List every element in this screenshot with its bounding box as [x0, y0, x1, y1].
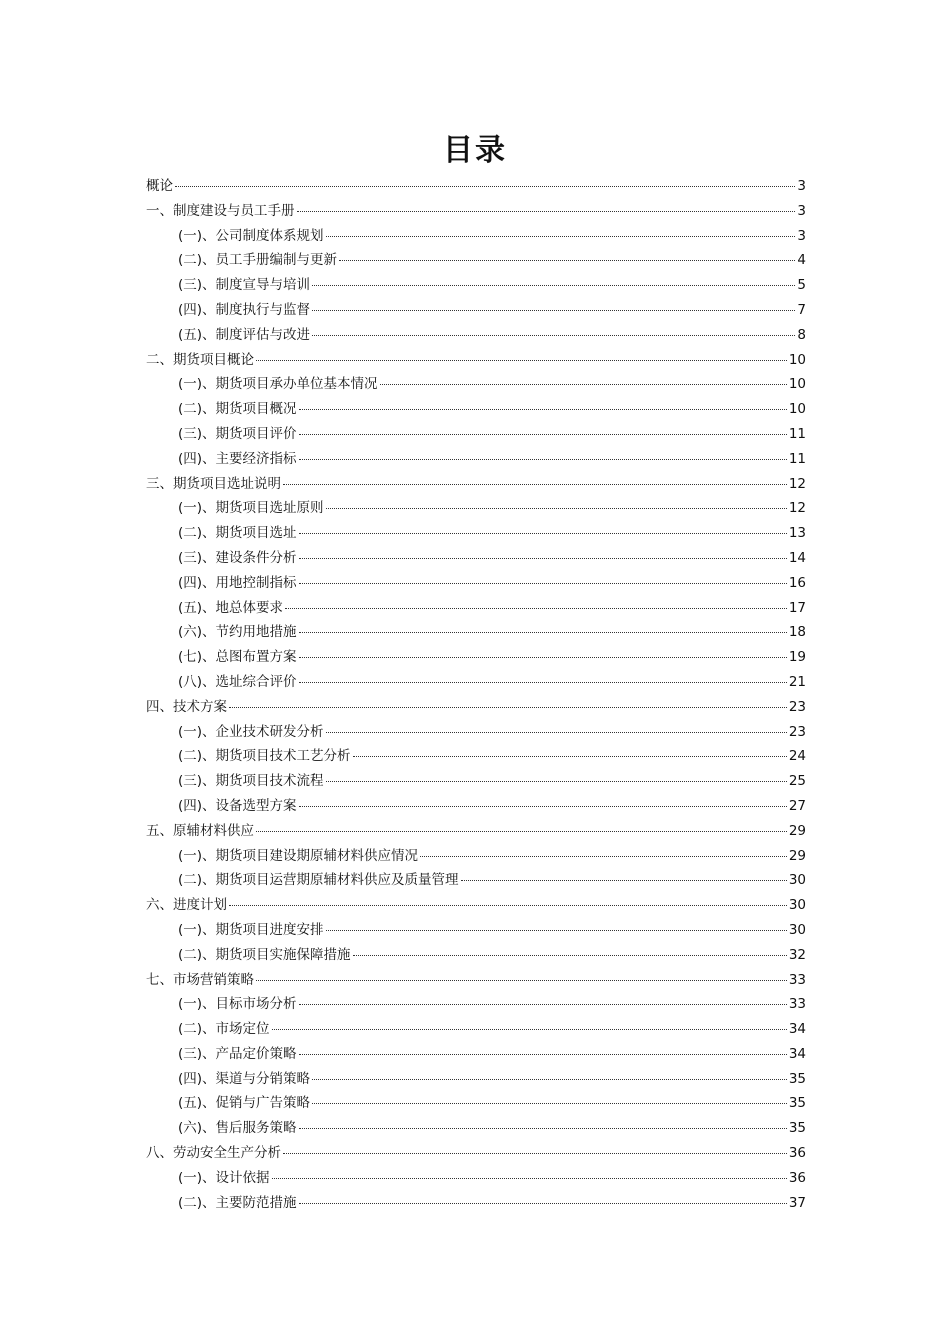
toc-entry-label: (二)、期货项目实施保障措施: [178, 946, 351, 963]
toc-dot-leader: [312, 335, 795, 336]
toc-entry-label: (二)、期货项目技术工艺分析: [178, 748, 351, 765]
toc-entry-label: (一)、公司制度体系规划: [178, 227, 324, 244]
toc-dot-leader: [326, 508, 787, 509]
toc-entry[interactable]: [146, 1166, 806, 1191]
toc-entry[interactable]: [146, 1091, 806, 1116]
toc-entry-label: 一、制度建设与员工手册: [146, 202, 295, 219]
toc-entry-page-number: 30: [788, 872, 806, 889]
toc-entry[interactable]: [146, 397, 806, 422]
toc-entry-page-number: 16: [788, 574, 806, 591]
toc-dot-leader: [312, 285, 795, 286]
toc-entry-page-number: 8: [797, 326, 806, 343]
toc-entry-page-number: 7: [797, 301, 806, 318]
toc-entry-page-number: 37: [788, 1194, 806, 1211]
toc-entry-label: (三)、制度宣导与培训: [178, 277, 311, 294]
toc-dot-leader: [420, 856, 787, 857]
toc-dot-leader: [326, 930, 787, 931]
toc-entry-label: (三)、建设条件分析: [178, 549, 297, 566]
toc-entry-label: (一)、设计依据: [178, 1169, 270, 1186]
toc-entry-page-number: 23: [788, 698, 806, 715]
toc-entry[interactable]: [146, 348, 806, 373]
toc-entry-page-number: 33: [788, 996, 806, 1013]
toc-dot-leader: [229, 905, 787, 906]
toc-entry-label: 二、期货项目概论: [146, 351, 254, 368]
toc-entry[interactable]: [146, 174, 806, 199]
toc-entry[interactable]: [146, 248, 806, 273]
toc-dot-leader: [299, 434, 787, 435]
toc-entry-label: 五、原辅材料供应: [146, 822, 254, 839]
toc-entry-page-number: 17: [788, 599, 806, 616]
toc-dot-leader: [299, 806, 787, 807]
toc-entry[interactable]: [146, 992, 806, 1017]
toc-entry-label: (一)、期货项目承办单位基本情况: [178, 376, 378, 393]
toc-entry-page-number: 30: [788, 897, 806, 914]
toc-entry-label: (七)、总图布置方案: [178, 649, 297, 666]
toc-dot-leader: [285, 608, 787, 609]
toc-entry[interactable]: [146, 645, 806, 670]
toc-entry-page-number: 13: [788, 525, 806, 542]
toc-dot-leader: [299, 682, 787, 683]
toc-entry-label: (二)、期货项目概况: [178, 401, 297, 418]
toc-entry-page-number: 24: [788, 748, 806, 765]
toc-entry-page-number: 10: [788, 376, 806, 393]
toc-entry[interactable]: [146, 521, 806, 546]
toc-entry-label: (四)、制度执行与监督: [178, 301, 311, 318]
toc-entry[interactable]: [146, 447, 806, 472]
toc-entry-label: (四)、主要经济指标: [178, 450, 297, 467]
toc-entry[interactable]: [146, 1191, 806, 1216]
toc-entry-label: (五)、地总体要求: [178, 599, 284, 616]
toc-dot-leader: [256, 980, 787, 981]
toc-dot-leader: [299, 583, 787, 584]
toc-dot-leader: [175, 186, 795, 187]
toc-dot-leader: [353, 756, 787, 757]
toc-dot-leader: [299, 657, 787, 658]
toc-entry[interactable]: [146, 273, 806, 298]
toc-title: 目录: [443, 133, 507, 168]
toc-entry-page-number: 10: [788, 401, 806, 418]
toc-dot-leader: [256, 360, 787, 361]
toc-entry-label: (二)、员工手册编制与更新: [178, 252, 338, 269]
toc-entry[interactable]: [146, 472, 806, 497]
toc-dot-leader: [312, 310, 795, 311]
toc-dot-leader: [299, 558, 787, 559]
toc-entry[interactable]: [146, 422, 806, 447]
toc-entry-page-number: 27: [788, 797, 806, 814]
toc-entry[interactable]: [146, 596, 806, 621]
toc-entry-label: (五)、促销与广告策略: [178, 1095, 311, 1112]
toc-entry-page-number: 34: [788, 1021, 806, 1038]
toc-entry[interactable]: [146, 496, 806, 521]
toc-dot-leader: [326, 732, 787, 733]
toc-entry-label: (八)、选址综合评价: [178, 673, 297, 690]
toc-entry[interactable]: [146, 744, 806, 769]
toc-entry[interactable]: [146, 1067, 806, 1092]
toc-entry-label: (一)、企业技术研发分析: [178, 723, 324, 740]
toc-dot-leader: [283, 484, 787, 485]
toc-dot-leader: [353, 955, 787, 956]
toc-entry-label: 概论: [146, 178, 173, 194]
toc-entry-page-number: 23: [788, 723, 806, 740]
toc-dot-leader: [299, 459, 787, 460]
toc-dot-leader: [299, 1004, 787, 1005]
toc-dot-leader: [256, 831, 787, 832]
toc-entry-label: 六、进度计划: [146, 897, 227, 914]
toc-entry[interactable]: [146, 720, 806, 745]
toc-entry[interactable]: [146, 1017, 806, 1042]
toc-entry-page-number: 36: [788, 1169, 806, 1186]
toc-list: [146, 174, 806, 1215]
toc-dot-leader: [297, 211, 796, 212]
toc-entry-page-number: 35: [788, 1095, 806, 1112]
toc-entry-label: 八、劳动安全生产分析: [146, 1145, 281, 1162]
toc-entry[interactable]: [146, 1141, 806, 1166]
toc-dot-leader: [461, 880, 787, 881]
toc-entry-page-number: 4: [797, 252, 806, 269]
toc-entry-label: (一)、期货项目建设期原辅材料供应情况: [178, 847, 419, 864]
toc-entry[interactable]: [146, 571, 806, 596]
toc-entry-label: (三)、期货项目技术流程: [178, 773, 324, 790]
toc-entry-page-number: 36: [788, 1145, 806, 1162]
toc-entry-page-number: 21: [788, 673, 806, 690]
toc-entry[interactable]: [146, 298, 806, 323]
toc-entry-page-number: 3: [797, 202, 806, 219]
toc-entry-page-number: 29: [788, 847, 806, 864]
toc-entry-page-number: 3: [797, 178, 806, 194]
toc-entry-page-number: 18: [788, 624, 806, 641]
toc-dot-leader: [326, 781, 787, 782]
toc-entry[interactable]: [146, 819, 806, 844]
toc-entry[interactable]: [146, 968, 806, 993]
toc-entry-label: 四、技术方案: [146, 698, 227, 715]
toc-dot-leader: [312, 1103, 787, 1104]
toc-entry-label: (四)、用地控制指标: [178, 574, 297, 591]
toc-entry[interactable]: [146, 893, 806, 918]
toc-entry-page-number: 12: [788, 475, 806, 492]
toc-entry-page-number: 19: [788, 649, 806, 666]
toc-entry-page-number: 35: [788, 1120, 806, 1137]
toc-entry[interactable]: [146, 1042, 806, 1067]
toc-entry-label: (三)、产品定价策略: [178, 1045, 297, 1062]
toc-entry[interactable]: [146, 769, 806, 794]
toc-entry-page-number: 30: [788, 921, 806, 938]
toc-entry-page-number: 11: [788, 425, 806, 442]
toc-entry-label: (二)、主要防范措施: [178, 1194, 297, 1211]
toc-dot-leader: [299, 1203, 787, 1204]
toc-entry[interactable]: [146, 695, 806, 720]
toc-dot-leader: [299, 632, 787, 633]
toc-dot-leader: [299, 533, 787, 534]
toc-entry-page-number: 33: [788, 971, 806, 988]
toc-entry-page-number: 12: [788, 500, 806, 517]
toc-dot-leader: [326, 236, 796, 237]
toc-entry-label: (六)、节约用地措施: [178, 624, 297, 641]
toc-entry[interactable]: [146, 918, 806, 943]
toc-entry-label: (二)、期货项目选址: [178, 525, 297, 542]
toc-dot-leader: [312, 1079, 787, 1080]
toc-entry[interactable]: [146, 620, 806, 645]
toc-dot-leader: [299, 1054, 787, 1055]
toc-entry-page-number: 25: [788, 773, 806, 790]
toc-entry-label: (二)、期货项目运营期原辅材料供应及质量管理: [178, 872, 459, 889]
toc-entry-page-number: 11: [788, 450, 806, 467]
toc-entry[interactable]: [146, 372, 806, 397]
toc-entry[interactable]: [146, 844, 806, 869]
toc-dot-leader: [299, 409, 787, 410]
toc-dot-leader: [272, 1029, 787, 1030]
toc-entry[interactable]: [146, 670, 806, 695]
toc-entry-label: (六)、售后服务策略: [178, 1120, 297, 1137]
toc-entry-label: (一)、目标市场分析: [178, 996, 297, 1013]
toc-entry-label: (一)、期货项目选址原则: [178, 500, 324, 517]
toc-entry-label: (四)、渠道与分销策略: [178, 1070, 311, 1087]
toc-dot-leader: [272, 1178, 787, 1179]
toc-entry[interactable]: [146, 224, 806, 249]
toc-entry-page-number: 29: [788, 822, 806, 839]
toc-entry[interactable]: [146, 943, 806, 968]
toc-entry-label: 七、市场营销策略: [146, 971, 254, 988]
toc-entry-page-number: 32: [788, 946, 806, 963]
toc-entry[interactable]: [146, 323, 806, 348]
toc-entry-label: (五)、制度评估与改进: [178, 326, 311, 343]
toc-entry-label: (一)、期货项目进度安排: [178, 921, 324, 938]
toc-entry-page-number: 14: [788, 549, 806, 566]
toc-entry-page-number: 10: [788, 351, 806, 368]
toc-dot-leader: [380, 384, 787, 385]
toc-entry-page-number: 34: [788, 1045, 806, 1062]
toc-dot-leader: [283, 1153, 787, 1154]
toc-entry-label: (四)、设备选型方案: [178, 797, 297, 814]
toc-entry-label: (二)、市场定位: [178, 1021, 270, 1038]
toc-entry[interactable]: [146, 546, 806, 571]
toc-entry-page-number: 35: [788, 1070, 806, 1087]
toc-dot-leader: [299, 1128, 787, 1129]
toc-entry-label: (三)、期货项目评价: [178, 425, 297, 442]
toc-entry[interactable]: [146, 868, 806, 893]
toc-entry-page-number: 3: [797, 227, 806, 244]
toc-entry-label: 三、期货项目选址说明: [146, 475, 281, 492]
toc-dot-leader: [229, 707, 787, 708]
toc-entry[interactable]: [146, 1116, 806, 1141]
toc-entry[interactable]: [146, 794, 806, 819]
toc-entry-page-number: 5: [797, 277, 806, 294]
toc-dot-leader: [339, 260, 795, 261]
toc-entry[interactable]: [146, 199, 806, 224]
